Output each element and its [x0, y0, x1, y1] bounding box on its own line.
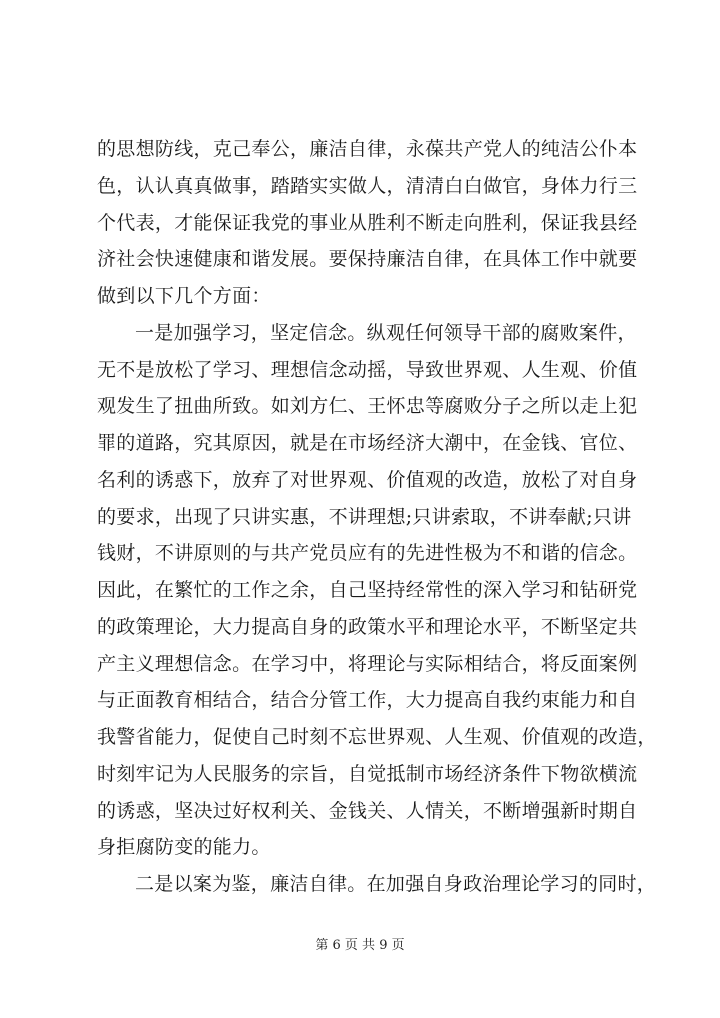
text-line: 我警省能力，促使自己时刻不忘世界观、人生观、价值观的改造， [97, 726, 657, 748]
text-line: 时刻牢记为人民服务的宗旨，自觉抵制市场经济条件下物欲横流 [97, 762, 638, 785]
text-line: 的要求，出现了只讲实惠，不讲理想;只讲索取，不讲奉献;只讲 [97, 505, 632, 528]
text-line: 色，认认真真做事，踏踏实实做人，清清白白做官，身体力行三 [97, 174, 638, 197]
text-line: 一是加强学习，坚定信念。纵观任何领导干部的腐败案件， [135, 321, 637, 344]
text-line: 钱财，不讲原则的与共产党员应有的先进性极为不和谐的信念。 [97, 542, 638, 565]
text-line: 名利的诱惑下，放弃了对世界观、价值观的改造，放松了对自身 [97, 468, 638, 491]
text-line: 的政策理论，大力提高自身的政策水平和理论水平，不断坚定共 [97, 615, 638, 638]
text-line: 济社会快速健康和谐发展。要保持廉洁自律，在具体工作中就要 [97, 248, 638, 271]
text-line: 身拒腐防变的能力。 [97, 836, 271, 859]
text-line: 因此，在繁忙的工作之余，自己坚持经常性的深入学习和钻研党 [97, 579, 638, 601]
body-text [97, 131, 657, 903]
text-line: 罪的道路，究其原因，就是在市场经济大潮中，在金钱、官位、 [97, 432, 638, 454]
text-line: 个代表，才能保证我党的事业从胜利不断走向胜利，保证我县经 [97, 211, 638, 234]
text-line: 二是以案为鉴，廉洁自律。在加强自身政治理论学习的同时， [135, 873, 657, 895]
text-line: 无不是放松了学习、理想信念动摇，导致世界观、人生观、价值 [97, 358, 638, 381]
text-line: 产主义理想信念。在学习中，将理论与实际相结合，将反面案例 [97, 652, 638, 675]
text-line: 做到以下几个方面： [97, 285, 271, 307]
text-line: 观发生了扭曲所致。如刘方仁、王怀忠等腐败分子之所以走上犯 [97, 395, 638, 418]
text-line: 的思想防线，克己奉公，廉洁自律，永葆共产党人的纯洁公仆本 [97, 138, 638, 160]
text-line: 的诱惑，坚决过好权利关、金钱关、人情关，不断增强新时期自 [97, 799, 638, 822]
text-line: 与正面教育相结合，结合分管工作，大力提高自我约束能力和自 [97, 689, 638, 712]
page-footer: 第 6 页 共 9 页 [315, 938, 405, 953]
